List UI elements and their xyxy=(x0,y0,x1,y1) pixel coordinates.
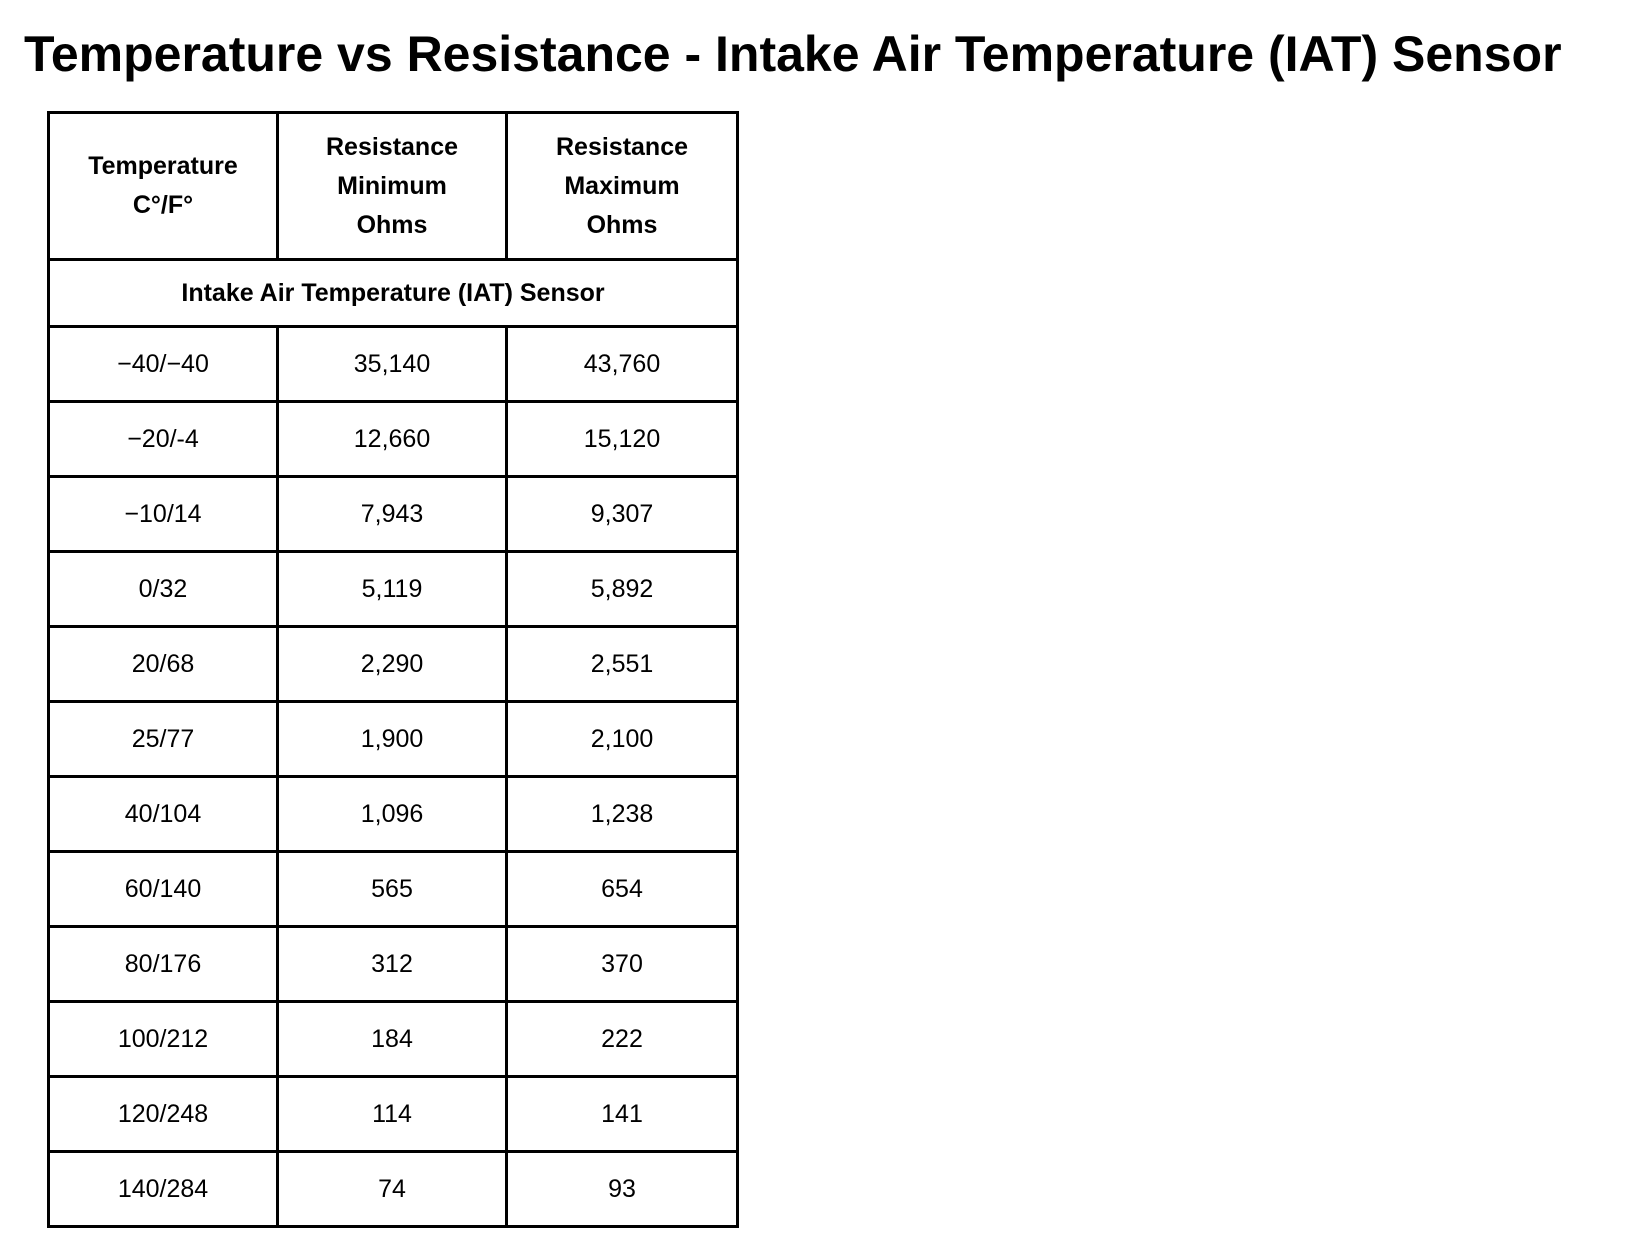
temperature-cell: −10/14 xyxy=(49,477,278,552)
temperature-cell: 100/212 xyxy=(49,1002,278,1077)
header-resistance-minimum xyxy=(278,113,507,260)
table-row xyxy=(49,1002,738,1077)
header-line: Ohms xyxy=(586,210,658,239)
temperature-cell: −40/−40 xyxy=(49,327,278,402)
header-temperature xyxy=(49,113,278,260)
header-line: Ohms xyxy=(356,210,428,239)
resistance-min-cell: 12,660 xyxy=(278,402,507,477)
resistance-max-cell: 141 xyxy=(507,1077,738,1152)
temperature-cell: 20/68 xyxy=(49,627,278,702)
section-label: Intake Air Temperature (IAT) Sensor xyxy=(49,260,738,327)
temperature-cell: 60/140 xyxy=(49,852,278,927)
header-line: Maximum xyxy=(564,171,680,200)
table-row xyxy=(49,402,738,477)
table-row xyxy=(49,1152,738,1227)
table-row xyxy=(49,552,738,627)
resistance-min-cell: 114 xyxy=(278,1077,507,1152)
page-title: Temperature vs Resistance - Intake Air Temperature (IAT) Sensor xyxy=(24,26,1562,82)
resistance-max-cell: 654 xyxy=(507,852,738,927)
temperature-cell: 140/284 xyxy=(49,1152,278,1227)
resistance-max-cell: 370 xyxy=(507,927,738,1002)
resistance-max-cell: 1,238 xyxy=(507,777,738,852)
table-row xyxy=(49,702,738,777)
section-row xyxy=(49,260,738,327)
table-row xyxy=(49,477,738,552)
table-row xyxy=(49,327,738,402)
resistance-max-cell: 222 xyxy=(507,1002,738,1077)
temperature-cell: 120/248 xyxy=(49,1077,278,1152)
header-line: Resistance xyxy=(325,132,459,161)
resistance-min-cell: 1,900 xyxy=(278,702,507,777)
header-line: Resistance xyxy=(555,132,689,161)
header-resistance-maximum xyxy=(507,113,738,260)
resistance-max-cell: 43,760 xyxy=(507,327,738,402)
resistance-min-cell: 565 xyxy=(278,852,507,927)
resistance-table xyxy=(47,111,739,1228)
resistance-max-cell: 93 xyxy=(507,1152,738,1227)
table-row xyxy=(49,927,738,1002)
header-line: Temperature xyxy=(88,152,238,180)
table-header-row xyxy=(49,113,738,260)
resistance-max-cell: 9,307 xyxy=(507,477,738,552)
temperature-cell: −20/-4 xyxy=(49,402,278,477)
resistance-min-cell: 184 xyxy=(278,1002,507,1077)
resistance-min-cell: 312 xyxy=(278,927,507,1002)
temperature-cell: 0/32 xyxy=(49,552,278,627)
header-line: Minimum xyxy=(337,171,447,200)
temperature-cell: 25/77 xyxy=(49,702,278,777)
table-row xyxy=(49,777,738,852)
temperature-cell: 40/104 xyxy=(49,777,278,852)
resistance-min-cell: 7,943 xyxy=(278,477,507,552)
resistance-min-cell: 1,096 xyxy=(278,777,507,852)
resistance-max-cell: 2,551 xyxy=(507,627,738,702)
resistance-min-cell: 35,140 xyxy=(278,327,507,402)
table-row xyxy=(49,627,738,702)
resistance-max-cell: 5,892 xyxy=(507,552,738,627)
resistance-max-cell: 15,120 xyxy=(507,402,738,477)
table-row xyxy=(49,1077,738,1152)
resistance-min-cell: 2,290 xyxy=(278,627,507,702)
resistance-max-cell: 2,100 xyxy=(507,702,738,777)
header-line: C°/F° xyxy=(132,191,194,219)
resistance-min-cell: 5,119 xyxy=(278,552,507,627)
table-row xyxy=(49,852,738,927)
temperature-cell: 80/176 xyxy=(49,927,278,1002)
resistance-min-cell: 74 xyxy=(278,1152,507,1227)
